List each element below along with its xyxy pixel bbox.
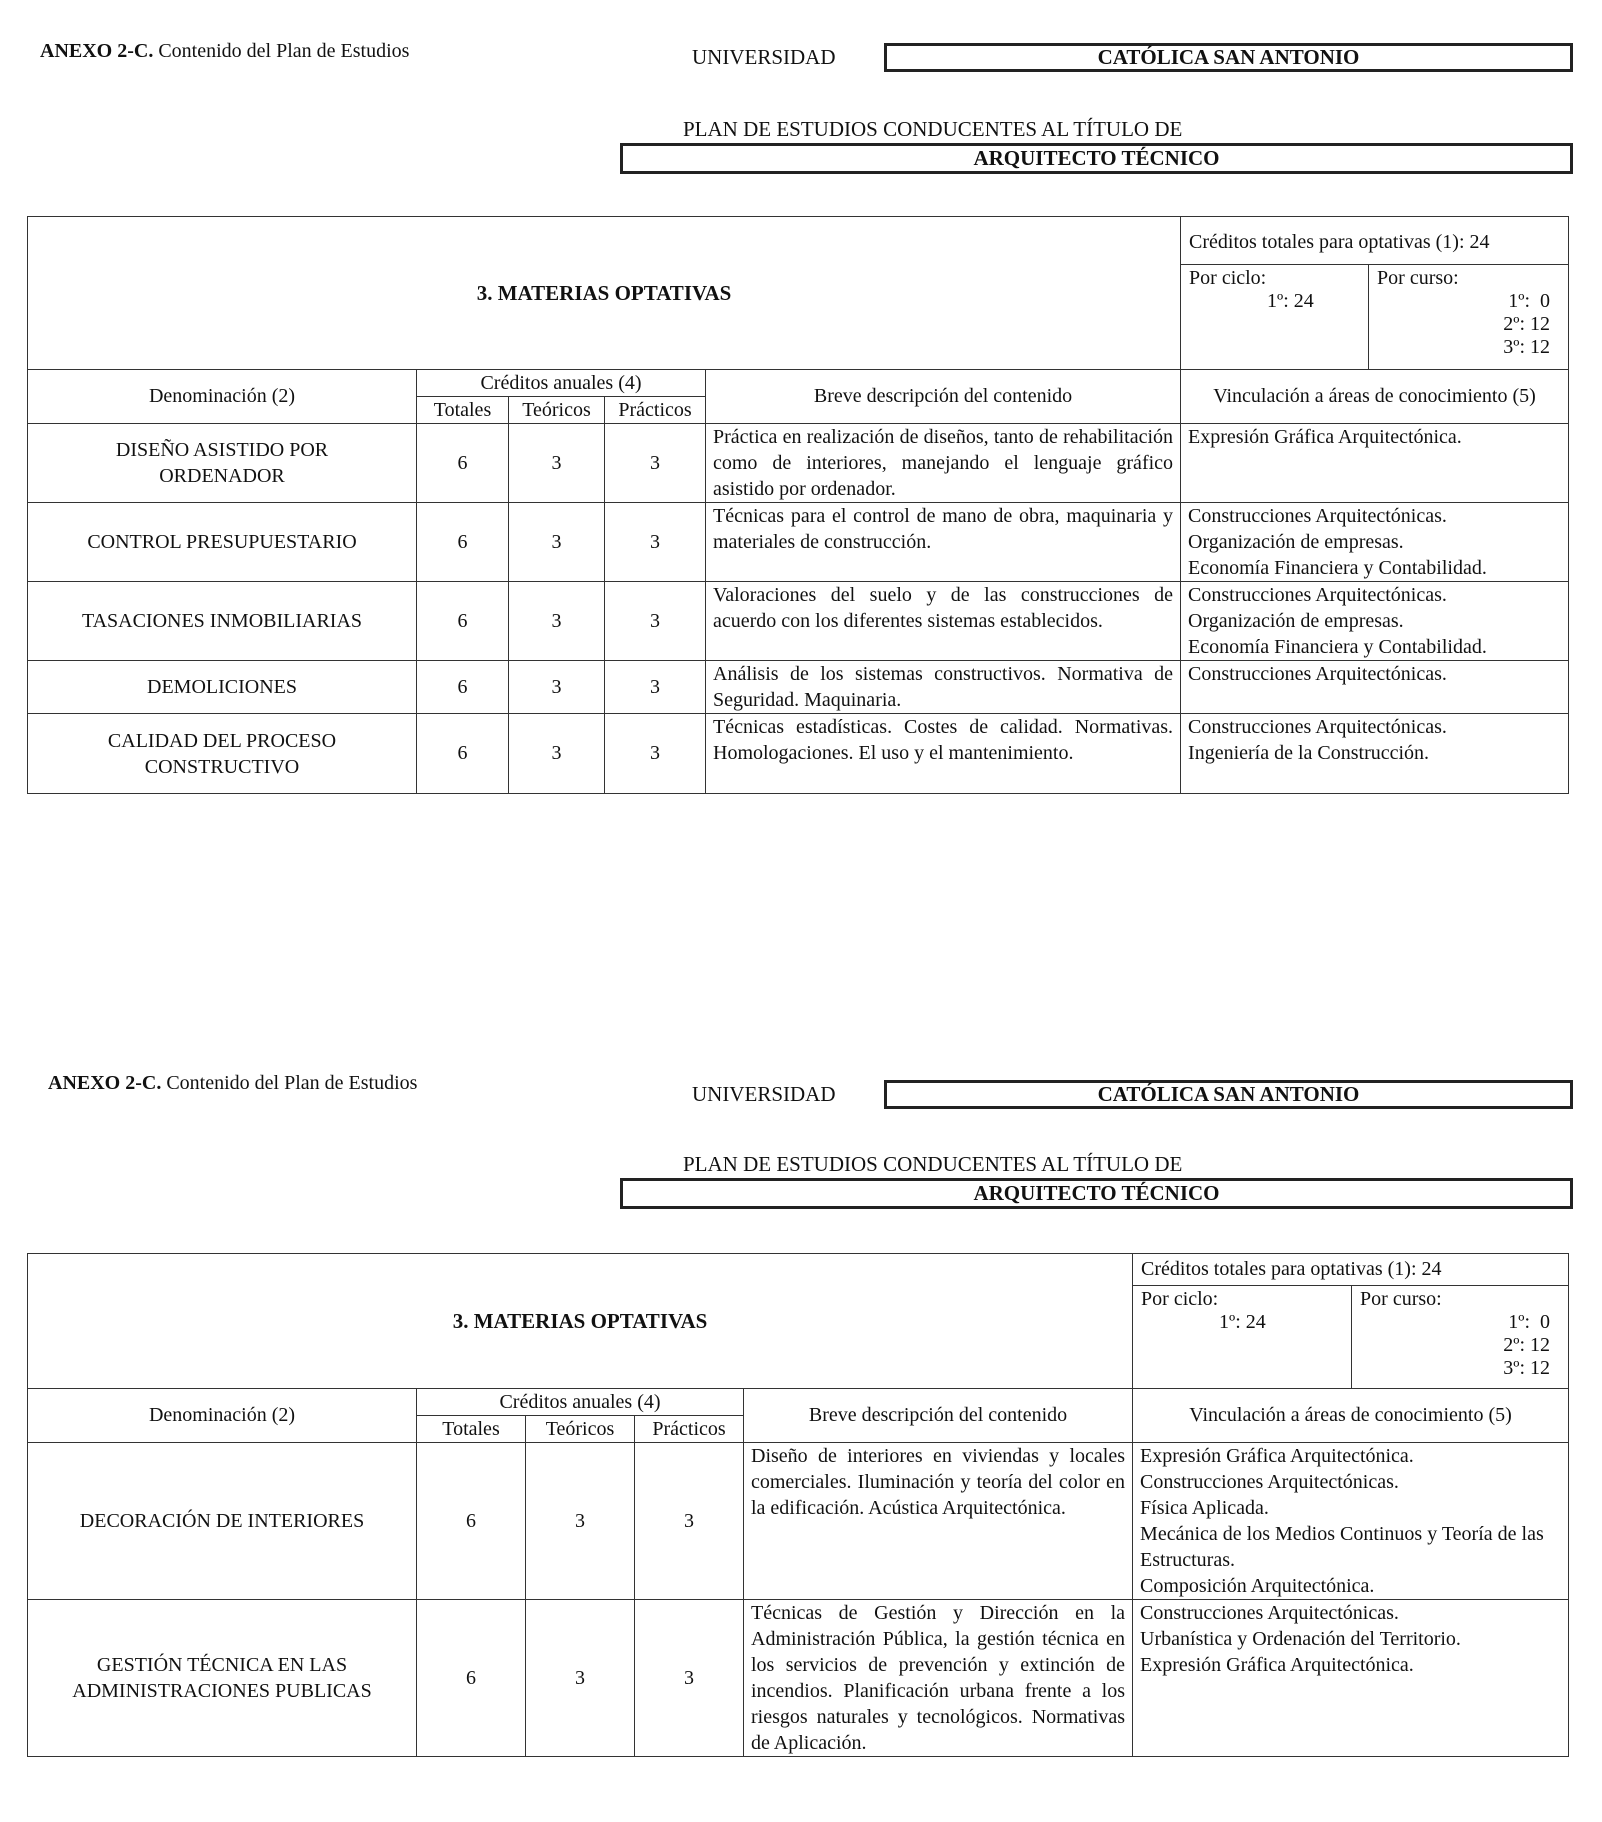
credits-practice: 3 (605, 661, 706, 714)
subject-name-line: DISEÑO ASISTIDO POR (115, 439, 329, 461)
section-title: 3. MATERIAS OPTATIVAS (28, 217, 1181, 370)
knowledge-area: Construcciones Arquitectónicas. (1188, 663, 1447, 685)
degree-title-box: ARQUITECTO TÉCNICO (620, 143, 1573, 174)
credits-total: 6 (417, 503, 509, 582)
curso-value: 3º: 12 (1503, 1357, 1551, 1379)
knowledge-areas (1133, 1600, 1569, 1757)
subject-name (28, 582, 417, 661)
table-row (28, 714, 1569, 794)
curso-value: 1º: 0 (1508, 290, 1551, 312)
knowledge-area: Expresión Gráfica Arquitectónica. (1140, 1445, 1414, 1467)
knowledge-area: Construcciones Arquitectónicas. (1188, 505, 1447, 527)
por-ciclo-label: Por ciclo: (1141, 1288, 1219, 1310)
knowledge-area: Organización de empresas. (1188, 610, 1404, 632)
university-name-box: CATÓLICA SAN ANTONIO (884, 43, 1573, 72)
university-name-box: CATÓLICA SAN ANTONIO (884, 1080, 1573, 1109)
knowledge-area: Construcciones Arquitectónicas. (1140, 1471, 1399, 1493)
credits-total: 6 (417, 424, 509, 503)
table-row (28, 582, 1569, 661)
knowledge-areas (1181, 424, 1569, 503)
credits-total: 6 (417, 661, 509, 714)
annex-label: ANEXO 2-C. (48, 1072, 162, 1094)
curso-value: 2º: 12 (1503, 313, 1551, 335)
credits-practice: 3 (635, 1443, 744, 1600)
knowledge-area: Construcciones Arquitectónicas. (1188, 716, 1447, 738)
por-ciclo-label: Por ciclo: (1189, 267, 1267, 289)
knowledge-areas (1133, 1443, 1569, 1600)
subject-name (28, 424, 417, 503)
credits-theory: 3 (509, 714, 605, 794)
knowledge-area: Construcciones Arquitectónicas. (1188, 584, 1447, 606)
table-row (28, 661, 1569, 714)
por-curso-cell (1352, 1286, 1569, 1389)
col-creditos-anuales: Créditos anuales (4) (417, 1389, 744, 1416)
annex-heading (40, 40, 409, 63)
credits-total: 6 (417, 1443, 526, 1600)
knowledge-area: Física Aplicada. (1140, 1497, 1269, 1519)
table-row (28, 424, 1569, 503)
optative-credits-total: Créditos totales para optativas (1): 24 (1181, 217, 1569, 265)
subject-description: Técnicas de Gestión y Dirección en la Administración Pública, la gestión técnica en los servicios de prevención y extinción de incendios. Planificación urbana frente a los riesgos naturales y tecnológicos. Normativas de Aplicación. (744, 1600, 1133, 1757)
subject-name-line: DECORACIÓN DE INTERIORES (79, 1510, 365, 1532)
plan-label: PLAN DE ESTUDIOS CONDUCENTES AL TÍTULO DE (683, 1152, 1183, 1176)
curso-value: 1º: 0 (1508, 1311, 1551, 1333)
annex-text: Contenido del Plan de Estudios (166, 1072, 418, 1094)
credits-theory: 3 (509, 424, 605, 503)
por-curso-cell (1369, 265, 1569, 370)
knowledge-areas (1181, 503, 1569, 582)
credits-theory: 3 (509, 503, 605, 582)
subject-name-line: CONSTRUCTIVO (144, 755, 300, 778)
subject-description: Análisis de los sistemas constructivos. Normativa de Seguridad. Maquinaria. (706, 661, 1181, 714)
col-practicos: Prácticos (605, 397, 706, 424)
credits-theory: 3 (509, 661, 605, 714)
annex-label: ANEXO 2-C. (40, 40, 154, 62)
subject-description: Práctica en realización de diseños, tanto de rehabilitación como de interiores, manejando el lenguaje gráfico asistido por ordenador. (706, 424, 1181, 503)
knowledge-area: Economía Financiera y Contabilidad. (1188, 557, 1487, 579)
knowledge-area: Mecánica de los Medios Continuos y Teoría de las Estructuras. (1140, 1523, 1544, 1571)
credits-theory: 3 (526, 1600, 635, 1757)
subject-name-line: ADMINISTRACIONES PUBLICAS (72, 1680, 372, 1702)
university-label: UNIVERSIDAD (692, 45, 836, 69)
subject-name-line: ORDENADOR (159, 465, 285, 487)
knowledge-areas (1181, 661, 1569, 714)
optative-credits-total: Créditos totales para optativas (1): 24 (1133, 1254, 1569, 1286)
credits-practice: 3 (605, 714, 706, 794)
subject-name (28, 661, 417, 714)
knowledge-area: Economía Financiera y Contabilidad. (1188, 636, 1487, 658)
knowledge-area: Expresión Gráfica Arquitectónica. (1140, 1654, 1414, 1676)
subject-name (28, 714, 417, 794)
knowledge-area: Organización de empresas. (1188, 531, 1404, 553)
credits-practice: 3 (605, 582, 706, 661)
subject-description: Técnicas para el control de mano de obra, maquinaria y materiales de construcción. (706, 503, 1181, 582)
por-ciclo-cell (1181, 265, 1369, 370)
col-vinculacion: Vinculación a áreas de conocimiento (5) (1133, 1389, 1569, 1443)
optional-subjects-table (27, 1253, 1569, 1757)
por-curso-label: Por curso: (1360, 1288, 1442, 1310)
subject-name-line: CALIDAD DEL PROCESO (107, 729, 337, 752)
col-practicos: Prácticos (635, 1416, 744, 1443)
col-totales: Totales (417, 397, 509, 424)
subject-name-line: CONTROL PRESUPUESTARIO (87, 531, 357, 553)
knowledge-area: Ingeniería de la Construcción. (1188, 742, 1430, 764)
col-teoricos: Teóricos (509, 397, 605, 424)
col-creditos-anuales: Créditos anuales (4) (417, 370, 706, 397)
university-label: UNIVERSIDAD (692, 1082, 836, 1106)
table-row (28, 1600, 1569, 1757)
knowledge-areas (1181, 582, 1569, 661)
col-denominacion: Denominación (2) (28, 370, 417, 424)
ciclo-value: 1º: 24 (1219, 1311, 1266, 1333)
credits-practice: 3 (605, 424, 706, 503)
col-descripcion: Breve descripción del contenido (706, 370, 1181, 424)
col-totales: Totales (417, 1416, 526, 1443)
subject-description: Técnicas estadísticas. Costes de calidad. Normativas. Homologaciones. El uso y el mantenimiento. (706, 714, 1181, 794)
subject-name (28, 503, 417, 582)
ciclo-value: 1º: 24 (1267, 290, 1314, 312)
credits-theory: 3 (509, 582, 605, 661)
credits-theory: 3 (526, 1443, 635, 1600)
col-teoricos: Teóricos (526, 1416, 635, 1443)
knowledge-area: Urbanística y Ordenación del Territorio. (1140, 1628, 1461, 1650)
annex-heading (48, 1072, 417, 1095)
credits-total: 6 (417, 714, 509, 794)
subject-description: Diseño de interiores en viviendas y locales comerciales. Iluminación y teoría del color en la edificación. Acústica Arquitectónica. (744, 1443, 1133, 1600)
annex-text: Contenido del Plan de Estudios (158, 40, 410, 62)
col-vinculacion: Vinculación a áreas de conocimiento (5) (1181, 370, 1569, 424)
knowledge-area: Expresión Gráfica Arquitectónica. (1188, 426, 1462, 448)
curso-value: 3º: 12 (1503, 336, 1551, 358)
knowledge-areas (1181, 714, 1569, 794)
credits-total: 6 (417, 1600, 526, 1757)
col-descripcion: Breve descripción del contenido (744, 1389, 1133, 1443)
subject-name-line: GESTIÓN TÉCNICA EN LAS (96, 1654, 348, 1676)
knowledge-area: Construcciones Arquitectónicas. (1140, 1602, 1399, 1624)
knowledge-area: Composición Arquitectónica. (1140, 1575, 1375, 1597)
subject-name (28, 1600, 417, 1757)
plan-label: PLAN DE ESTUDIOS CONDUCENTES AL TÍTULO DE (683, 117, 1183, 141)
subject-name (28, 1443, 417, 1600)
table-row (28, 503, 1569, 582)
section-title: 3. MATERIAS OPTATIVAS (28, 1254, 1133, 1389)
degree-title-box: ARQUITECTO TÉCNICO (620, 1178, 1573, 1209)
optional-subjects-table (27, 216, 1569, 794)
subject-name-line: TASACIONES INMOBILIARIAS (81, 610, 363, 632)
curso-value: 2º: 12 (1503, 1334, 1551, 1356)
por-curso-label: Por curso: (1377, 267, 1459, 289)
credits-practice: 3 (605, 503, 706, 582)
subject-name-line: DEMOLICIONES (147, 676, 297, 698)
credits-total: 6 (417, 582, 509, 661)
subject-description: Valoraciones del suelo y de las construcciones de acuerdo con los diferentes sistemas establecidos. (706, 582, 1181, 661)
col-denominacion: Denominación (2) (28, 1389, 417, 1443)
por-ciclo-cell (1133, 1286, 1352, 1389)
credits-practice: 3 (635, 1600, 744, 1757)
table-row (28, 1443, 1569, 1600)
